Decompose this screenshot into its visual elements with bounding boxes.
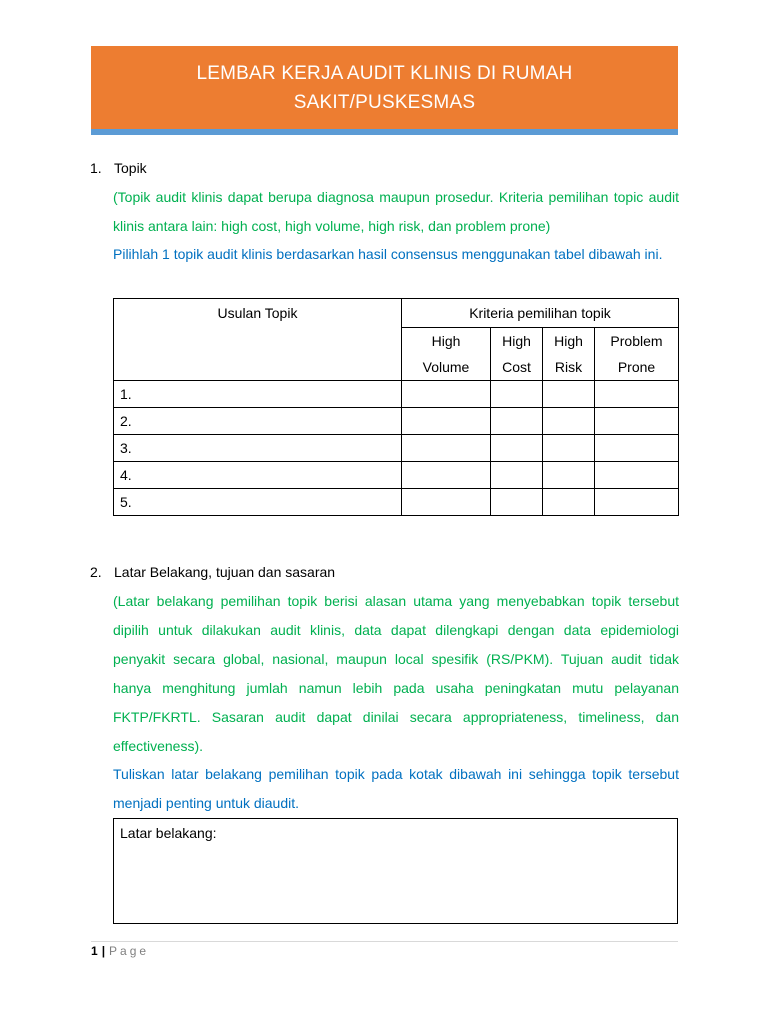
cell-high-risk[interactable]	[543, 489, 595, 516]
section-2-title: Latar Belakang, tujuan dan sasaran	[114, 564, 336, 580]
section-1-heading	[90, 159, 147, 177]
subheader-high-risk-line1: High	[554, 333, 583, 349]
page-label: Page	[109, 944, 150, 958]
subheader-high-volume-line1: High	[431, 333, 461, 349]
cell-high-volume[interactable]	[402, 489, 491, 516]
section-2-note: (Latar belakang pemilihan topik berisi alasan utama yang menyebabkan topik tersebut dipilih untuk dilakukan audit klinis, data dapat dilengkapi dengan data epidemiologi penyakit secara global, nasional, maupun local spesifik (RS/PKM). Tujuan audit tidak hanya menghitung jumlah namun lebih pada usaha peningkatan mutu pelayanan FKTP/FKRTL. Sasaran audit dapat dinilai secara appropriateness, timeliness, dan effectiveness).	[113, 593, 679, 754]
row-number: 2.	[114, 408, 402, 435]
latar-belakang-box[interactable]	[113, 818, 678, 924]
cell-high-cost[interactable]	[491, 489, 543, 516]
column-header-usulan-topik: Usulan Topik	[114, 299, 402, 381]
footer-divider	[91, 941, 678, 942]
table-row	[114, 435, 679, 462]
page-number: 1	[91, 944, 98, 958]
subheader-high-cost-line2: Cost	[502, 359, 531, 375]
table-row	[114, 462, 679, 489]
row-number: 3.	[114, 435, 402, 462]
cell-high-volume[interactable]	[402, 381, 491, 408]
title-line-2: SAKIT/PUSKESMAS	[293, 91, 476, 113]
title-line-1: LEMBAR KERJA AUDIT KLINIS DI RUMAH	[196, 62, 573, 84]
table-row	[114, 381, 679, 408]
cell-high-cost[interactable]	[491, 462, 543, 489]
title-banner	[91, 46, 678, 129]
page-separator: |	[101, 944, 106, 958]
cell-problem-prone[interactable]	[595, 381, 679, 408]
cell-problem-prone[interactable]	[595, 435, 679, 462]
section-2-number: 2.	[90, 564, 102, 580]
column-header-kriteria: Kriteria pemilihan topik	[402, 299, 679, 328]
section-2-heading	[90, 563, 335, 581]
section-1-title: Topik	[114, 160, 147, 176]
table-row	[114, 489, 679, 516]
cell-high-volume[interactable]	[402, 408, 491, 435]
subheader-high-volume-line2: Volume	[422, 359, 470, 375]
section-2-instruction: Tuliskan latar belakang pemilihan topik pada kotak dibawah ini sehingga topik tersebut menjadi penting untuk diaudit.	[113, 766, 679, 811]
cell-high-cost[interactable]	[491, 435, 543, 462]
cell-high-risk[interactable]	[543, 462, 595, 489]
subheader-high-volume	[402, 328, 491, 381]
table-row	[114, 408, 679, 435]
subheader-problem-prone-line2: Prone	[617, 359, 656, 375]
page-footer	[91, 944, 149, 958]
section-1-instruction: Pilihlah 1 topik audit klinis berdasarkan hasil consensus menggunakan tabel dibawah ini.	[113, 246, 663, 262]
cell-high-cost[interactable]	[491, 381, 543, 408]
cell-problem-prone[interactable]	[595, 462, 679, 489]
subheader-high-risk	[543, 328, 595, 381]
cell-high-risk[interactable]	[543, 408, 595, 435]
row-number: 4.	[114, 462, 402, 489]
topic-selection-table	[113, 298, 679, 516]
subheader-high-cost	[491, 328, 543, 381]
cell-high-risk[interactable]	[543, 435, 595, 462]
title-underline-strip	[91, 129, 678, 135]
subheader-problem-prone-line1: Problem	[610, 333, 663, 349]
cell-high-volume[interactable]	[402, 462, 491, 489]
cell-problem-prone[interactable]	[595, 408, 679, 435]
section-1-number: 1.	[90, 160, 102, 176]
cell-high-cost[interactable]	[491, 408, 543, 435]
row-number: 5.	[114, 489, 402, 516]
cell-high-volume[interactable]	[402, 435, 491, 462]
subheader-problem-prone	[595, 328, 679, 381]
section-1-note: (Topik audit klinis dapat berupa diagnosa maupun prosedur. Kriteria pemilihan topic audit klinis antara lain: high cost, high volume, high risk, dan problem prone)	[113, 189, 679, 234]
latar-belakang-label: Latar belakang:	[120, 825, 217, 841]
subheader-high-cost-line1: High	[502, 333, 531, 349]
cell-problem-prone[interactable]	[595, 489, 679, 516]
cell-high-risk[interactable]	[543, 381, 595, 408]
subheader-high-risk-line2: Risk	[554, 359, 583, 375]
row-number: 1.	[114, 381, 402, 408]
